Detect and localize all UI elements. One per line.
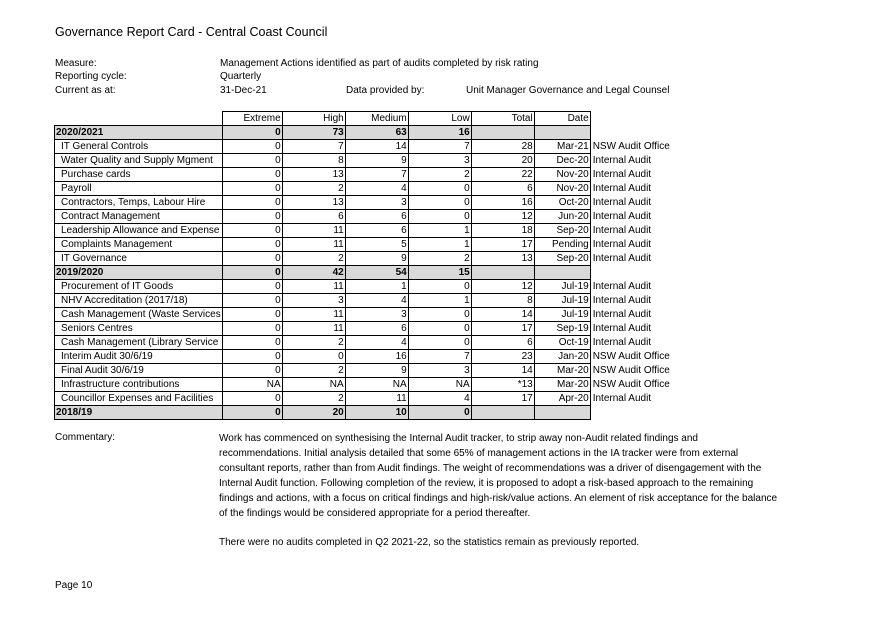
cell-high: 13 [282,168,345,182]
row-name: 2019/2020 [55,266,223,280]
row-name: Purchase cards [55,168,223,182]
cell-extreme: 0 [222,406,282,420]
cell-total: 14 [471,364,534,378]
cell-date: Nov-20 [534,182,590,196]
cell-low: 3 [408,364,471,378]
cell-low: 15 [408,266,471,280]
cell-medium: 3 [345,196,408,210]
row-name: IT General Controls [55,140,223,154]
cell-extreme: 0 [222,364,282,378]
header-high: High [282,112,345,126]
cell-total: 17 [471,392,534,406]
cell-medium: 10 [345,406,408,420]
cell-extreme: 0 [222,308,282,322]
row-name: Seniors Centres [55,322,223,336]
cell-source: Internal Audit [592,239,652,250]
header-total: Total [471,112,534,126]
cell-date: Jun-20 [534,210,590,224]
cell-low: 0 [408,322,471,336]
cell-low: NA [408,378,471,392]
cell-high: 8 [282,154,345,168]
cell-date: Jul-19 [534,308,590,322]
cell-low: 2 [408,252,471,266]
cell-source: NSW Audit Office [592,379,670,390]
table-row [55,378,701,392]
cell-extreme: 0 [222,294,282,308]
cell-total: 6 [471,182,534,196]
table-row [55,210,701,224]
header-blank-cell [55,112,223,126]
year-group-row [55,126,701,140]
cycle-value: Quarterly [220,71,262,82]
cell-low: 1 [408,224,471,238]
cell-high: 7 [282,140,345,154]
cell-high: 11 [282,280,345,294]
header-source-blank [590,112,700,126]
cell-low: 1 [408,238,471,252]
cell-date: Mar-21 [534,140,590,154]
row-name: Leadership Allowance and Expense [55,224,223,238]
cell-total [471,266,534,280]
cell-total: 22 [471,168,534,182]
cell-date: Pending [534,238,590,252]
provided-value: Unit Manager Governance and Legal Counsel [466,85,670,96]
cell-date: Jul-19 [534,294,590,308]
cell-low: 0 [408,182,471,196]
cell-low: 0 [408,210,471,224]
commentary-label: Commentary: [55,432,116,443]
cell-source: Internal Audit [592,323,652,334]
cell-total: 17 [471,238,534,252]
cell-extreme: 0 [222,252,282,266]
measure-value: Management Actions identified as part of audits completed by risk rating [220,58,539,69]
cell-source: Internal Audit [592,183,652,194]
cell-high: 11 [282,308,345,322]
cell-high: 2 [282,364,345,378]
table-row [55,322,701,336]
cell-low: 7 [408,350,471,364]
cell-date: Mar-20 [534,364,590,378]
table-row [55,336,701,350]
report-card-table [54,111,701,420]
cell-date [534,406,590,420]
table-row [55,224,701,238]
cell-extreme: 0 [222,224,282,238]
cell-extreme: 0 [222,126,282,140]
cell-high: 42 [282,266,345,280]
cell-extreme: 0 [222,168,282,182]
cell-medium: 16 [345,350,408,364]
cell-medium: 3 [345,308,408,322]
table-row [55,364,701,378]
current-value: 31-Dec-21 [220,85,267,96]
current-label: Current as at: [55,85,116,96]
cell-total [471,406,534,420]
cell-medium: 54 [345,266,408,280]
cell-high: 2 [282,182,345,196]
header-low: Low [408,112,471,126]
cell-source: Internal Audit [592,169,652,180]
year-group-row [55,266,701,280]
row-name: Water Quality and Supply Mgment [55,154,223,168]
cell-source [590,406,700,420]
cycle-label: Reporting cycle: [55,71,127,82]
cell-medium: 9 [345,252,408,266]
table-row [55,308,701,322]
cell-high: 2 [282,336,345,350]
year-group-row [55,406,701,420]
cell-low: 4 [408,392,471,406]
cell-low: 16 [408,126,471,140]
row-name: Contract Management [55,210,223,224]
cell-total: 12 [471,210,534,224]
cell-date: Nov-20 [534,168,590,182]
row-name: Interim Audit 30/6/19 [55,350,223,364]
cell-high: 3 [282,294,345,308]
cell-source: Internal Audit [592,155,652,166]
cell-source: Internal Audit [592,295,652,306]
cell-date: Sep-19 [534,322,590,336]
cell-medium: 9 [345,364,408,378]
cell-date [534,126,590,140]
cell-medium: NA [345,378,408,392]
cell-low: 0 [408,308,471,322]
cell-low: 0 [408,280,471,294]
cell-extreme: 0 [222,392,282,406]
cell-extreme: 0 [222,266,282,280]
row-name: 2020/2021 [55,126,223,140]
cell-high: 13 [282,196,345,210]
table-header-row [55,112,701,126]
row-name: Cash Management (Waste Services [55,308,223,322]
cell-low: 7 [408,140,471,154]
page-number: Page 10 [55,580,93,591]
cell-source: Internal Audit [592,309,652,320]
cell-high: 11 [282,238,345,252]
cell-extreme: 0 [222,154,282,168]
row-name: Final Audit 30/6/19 [55,364,223,378]
commentary-text [219,431,779,564]
commentary-paragraph-1: Work has commenced on synthesising the Internal Audit tracker, to strip away non-Audit related findings and recommendations. Initial analysis detailed that some 65% of management actions in the IA tracker were from external consultant reports, rather than from Audit findings. The weight of recommendations was a driver of disengagement with the Internal Audit function. Following completion of the review, it is proposed to adopt a risk-based approach to the remaining findings and actions, with a focus on critical findings and high-risk/value actions. An element of risk acceptance for the balance of the findings would be considered appropriate for a period thereafter. [219,433,778,519]
cell-extreme: 0 [222,350,282,364]
cell-date: Mar-20 [534,378,590,392]
cell-source [590,126,700,140]
current-row [55,85,755,99]
cell-high: 11 [282,322,345,336]
cell-high: 73 [282,126,345,140]
cell-low: 0 [408,406,471,420]
cell-source: Internal Audit [592,211,652,222]
cell-total: 8 [471,294,534,308]
row-name: Procurement of IT Goods [55,280,223,294]
cell-total: 18 [471,224,534,238]
cell-total: 23 [471,350,534,364]
table-row [55,182,701,196]
cell-date: Jul-19 [534,280,590,294]
cell-high: 0 [282,350,345,364]
cell-low: 2 [408,168,471,182]
cell-total: *13 [471,378,534,392]
cell-medium: 7 [345,168,408,182]
header-medium: Medium [345,112,408,126]
cell-medium: 11 [345,392,408,406]
cell-medium: 6 [345,224,408,238]
cell-extreme: 0 [222,182,282,196]
row-name: IT Governance [55,252,223,266]
table-row [55,392,701,406]
cell-total: 16 [471,196,534,210]
cell-high: 20 [282,406,345,420]
row-name: 2018/19 [55,406,223,420]
cell-total: 6 [471,336,534,350]
cell-extreme: NA [222,378,282,392]
cell-source: NSW Audit Office [592,351,670,362]
row-name: Complaints Management [55,238,223,252]
cell-extreme: 0 [222,210,282,224]
cell-source: Internal Audit [592,197,652,208]
cell-low: 3 [408,154,471,168]
cell-medium: 6 [345,210,408,224]
cell-high: 6 [282,210,345,224]
cell-low: 1 [408,294,471,308]
cell-date: Dec-20 [534,154,590,168]
cycle-row [55,71,755,85]
cell-source: Internal Audit [592,393,652,404]
cell-high: 2 [282,392,345,406]
cell-source [590,266,700,280]
cell-extreme: 0 [222,322,282,336]
cell-medium: 4 [345,294,408,308]
cell-medium: 1 [345,280,408,294]
cell-medium: 4 [345,182,408,196]
cell-medium: 6 [345,322,408,336]
row-name: NHV Accreditation (2017/18) [55,294,223,308]
cell-total: 28 [471,140,534,154]
table-row [55,280,701,294]
cell-extreme: 0 [222,238,282,252]
cell-low: 0 [408,196,471,210]
cell-total: 12 [471,280,534,294]
cell-date: Oct-20 [534,196,590,210]
cell-source: NSW Audit Office [592,141,670,152]
table-row [55,168,701,182]
cell-source: Internal Audit [592,225,652,236]
cell-source: Internal Audit [592,281,652,292]
cell-source: NSW Audit Office [592,365,670,376]
header-date: Date [534,112,590,126]
cell-high: NA [282,378,345,392]
cell-date: Sep-20 [534,252,590,266]
cell-medium: 9 [345,154,408,168]
row-name: Cash Management (Library Service [55,336,223,350]
table-row [55,350,701,364]
cell-total: 17 [471,322,534,336]
row-name: Payroll [55,182,223,196]
cell-date: Sep-20 [534,224,590,238]
report-title: Governance Report Card - Central Coast Council [55,25,328,39]
commentary-paragraph-2: There were no audits completed in Q2 2021-22, so the statistics remain as previously reported. [219,537,640,548]
measure-label: Measure: [55,58,97,69]
cell-low: 0 [408,336,471,350]
cell-source: Internal Audit [592,337,652,348]
cell-extreme: 0 [222,336,282,350]
cell-date [534,266,590,280]
cell-date: Apr-20 [534,392,590,406]
row-name: Infrastructure contributions [55,378,223,392]
cell-total: 13 [471,252,534,266]
row-name: Contractors, Temps, Labour Hire [55,196,223,210]
table-row [55,252,701,266]
cell-total: 14 [471,308,534,322]
cell-medium: 63 [345,126,408,140]
cell-extreme: 0 [222,280,282,294]
cell-extreme: 0 [222,140,282,154]
cell-medium: 14 [345,140,408,154]
table-row [55,154,701,168]
header-extreme: Extreme [222,112,282,126]
cell-date: Jan-20 [534,350,590,364]
cell-medium: 5 [345,238,408,252]
table-row [55,238,701,252]
cell-total [471,126,534,140]
cell-extreme: 0 [222,196,282,210]
cell-high: 11 [282,224,345,238]
table-row [55,294,701,308]
table-row [55,140,701,154]
cell-total: 20 [471,154,534,168]
provided-label: Data provided by: [346,85,425,96]
cell-date: Oct-19 [534,336,590,350]
table-row [55,196,701,210]
cell-medium: 4 [345,336,408,350]
cell-high: 2 [282,252,345,266]
row-name: Councillor Expenses and Facilities [55,392,223,406]
cell-source: Internal Audit [592,253,652,264]
measure-row [55,58,755,72]
